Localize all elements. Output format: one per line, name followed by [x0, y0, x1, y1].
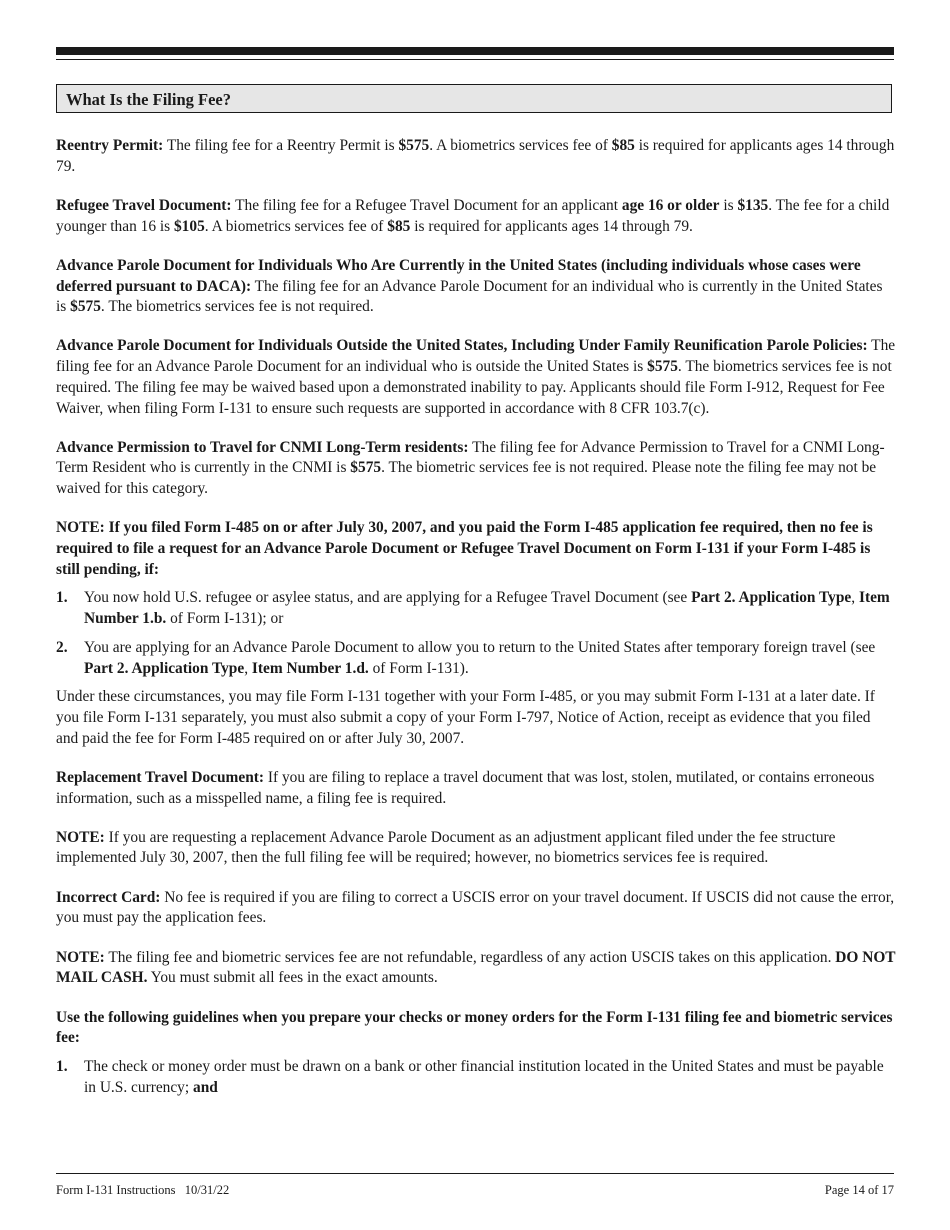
list-item-check-requirements	[56, 1057, 896, 1098]
refugee-fee-adult: $135	[737, 196, 769, 214]
list-bold-part: Item Number 1.d.	[251, 659, 369, 677]
paragraph-incorrect-card	[56, 888, 896, 929]
refugee-text-2: is	[719, 196, 738, 214]
cnmi-fee: $575	[350, 459, 382, 477]
list-item-text	[84, 1057, 896, 1098]
reentry-text-1: The filing fee for a Reentry Permit is	[163, 137, 399, 154]
paragraph-circumstances	[56, 687, 896, 749]
cnmi-heading: Advance Permission to Travel for CNMI Long-Term residents:	[56, 438, 469, 456]
list-bold-part: Part 2. Application Type	[691, 589, 852, 607]
paragraph-replacement	[56, 768, 896, 809]
section-title: What Is the Filing Fee?	[66, 90, 231, 109]
refugee-age: age 16 or older	[621, 196, 720, 214]
do-not-mail-cash: DO NOT MAIL CASH.	[56, 948, 896, 987]
refugee-fee-child: $105	[173, 217, 205, 235]
guidelines-text: Use the following guidelines when you prepare your checks or money orders for the Form I-131 filing fee and biometric services fee:	[56, 1008, 893, 1047]
parole-us-text-1: The filing fee for an Advance Parole Document for an individual who is currently in the United States is	[56, 277, 883, 316]
cnmi-text-2: . The biometric services fee is not required. Please note the filing fee may not be waived for this category.	[56, 459, 877, 498]
note-refund-text-2: You must submit all fees in the exact amounts.	[147, 969, 438, 987]
list-text-part: ,	[851, 589, 859, 607]
refugee-text-5: is required for applicants ages 14 through 79.	[410, 217, 693, 235]
top-thick-rule	[56, 47, 894, 55]
document-body	[56, 136, 896, 1098]
note-i485	[56, 518, 896, 580]
footer-rule	[56, 1173, 894, 1174]
list-text-part: of Form I-131); or	[166, 610, 284, 628]
paragraph-parole-in-us	[56, 256, 896, 318]
replacement-text: If you are filing to replace a travel document that was lost, stolen, mutilated, or contains erroneous information, such as a misspelled name, a filing fee is required.	[56, 768, 875, 807]
parole-outside-text-2: . The biometrics services fee is not required. The filing fee may be waived based upon a demonstrated inability to pay. Applicants should file Form I-912, Request for Fee Waiver, when filing Form I-131 to ensure such requests are supported in accordance with 8 CFR 103.7(c).	[56, 358, 892, 417]
list-number: 2.	[56, 638, 68, 656]
note-replacement-heading: NOTE:	[56, 828, 105, 846]
footer-form-name: Form I-131 Instructions 10/31/22	[56, 1183, 230, 1197]
reentry-text-2: . A biometrics services fee of	[429, 137, 612, 154]
note-replacement-text: If you are requesting a replacement Advance Parole Document as an adjustment applicant filed under the fee structure implemented July 30, 2007, then the full filing fee will be required; however, no biometrics services fee is required.	[56, 828, 836, 867]
note-refund-heading: NOTE:	[56, 948, 105, 966]
list-item-refugee-status	[56, 588, 896, 629]
reentry-text-3: is required for applicants ages 14 through 79.	[56, 137, 895, 175]
list-item-text	[84, 638, 896, 679]
replacement-heading: Replacement Travel Document:	[56, 768, 265, 786]
refugee-text-3: . The fee for a child younger than 16 is	[56, 196, 890, 235]
cnmi-text-1: The filing fee for Advance Permission to Travel for a CNMI Long-Term Resident who is currently in the CNMI is	[56, 438, 885, 477]
refugee-text-1: The filing fee for a Refugee Travel Document for an applicant	[231, 196, 622, 214]
refugee-biometrics-fee: $85	[387, 217, 411, 235]
reentry-biometrics-fee: $85	[611, 137, 635, 154]
list-number: 1.	[56, 589, 68, 607]
note-refund-text-1: The filing fee and biometric services fee are not refundable, regardless of any action USCIS takes on this application.	[104, 948, 836, 966]
section-header-filing-fee	[56, 84, 892, 113]
note-refund	[56, 948, 896, 989]
incorrect-heading: Incorrect Card:	[56, 888, 161, 906]
paragraph-refugee-travel	[56, 196, 896, 237]
paragraph-cnmi	[56, 438, 896, 500]
parole-us-heading: Advance Parole Document for Individuals Who Are Currently in the United States (including individuals whose cases were deferred pursuant to DACA):	[56, 256, 861, 295]
paragraph-guidelines	[56, 1008, 896, 1049]
note-replacement	[56, 828, 896, 869]
list-text-part: ,	[244, 659, 252, 677]
list-text-part: of Form I-131).	[368, 659, 469, 677]
list-bold-part: Item Number 1.b.	[84, 589, 890, 628]
refugee-heading: Refugee Travel Document:	[56, 196, 232, 214]
incorrect-text: No fee is required if you are filing to correct a USCIS error on your travel document. If USCIS did not cause the error, you must pay the application fees.	[56, 888, 895, 927]
parole-us-fee: $575	[70, 298, 101, 316]
parole-outside-heading: Advance Parole Document for Individuals Outside the United States, Including Under Family Reunification Parole Policies:	[56, 337, 868, 355]
reentry-fee: $575	[398, 137, 430, 154]
list-text-part: The check or money order must be drawn on a bank or other financial institution located in the United States and must be payable in U.S. currency;	[84, 1057, 884, 1096]
list-text-part: You now hold U.S. refugee or asylee status, and are applying for a Refugee Travel Document (see	[84, 589, 692, 607]
refugee-text-4: . A biometrics services fee of	[204, 217, 388, 235]
list-item-advance-parole	[56, 638, 896, 679]
circumstances-text: Under these circumstances, you may file Form I-131 together with your Form I-485, or you may submit Form I-131 at a later date. If you file Form I-131 separately, you must also submit a copy of your Form I-797, Notice of Action, receipt as evidence that you filed and paid the fee for Form I-485 required on or after July 30, 2007.	[56, 688, 875, 747]
paragraph-reentry-permit	[56, 136, 896, 177]
note-i485-text: NOTE: If you filed Form I-485 on or after July 30, 2007, and you paid the Form I-485 application fee required, then no fee is required to file a request for an Advance Parole Document or Refugee Travel Document on Form I-131 if your Form I-485 is still pending, if:	[56, 519, 873, 578]
footer-page-number: Page 14 of 17	[824, 1183, 894, 1197]
list-number: 1.	[56, 1057, 68, 1075]
top-thin-rule	[56, 59, 894, 60]
parole-outside-fee: $575	[647, 358, 678, 376]
list-text-part: You are applying for an Advance Parole Document to allow you to return to the United States after temporary foreign travel (see	[84, 638, 876, 656]
parole-us-text-2: . The biometrics services fee is not required.	[100, 298, 374, 316]
list-bold-part: Part 2. Application Type	[84, 659, 245, 677]
list-item-text	[84, 588, 896, 629]
reentry-heading: Reentry Permit:	[56, 137, 164, 154]
list-bold-part: and	[193, 1078, 218, 1096]
parole-outside-text-1: The filing fee for an Advance Parole Document for an individual who is outside the United States is	[56, 337, 896, 376]
paragraph-parole-outside-us	[56, 336, 896, 419]
